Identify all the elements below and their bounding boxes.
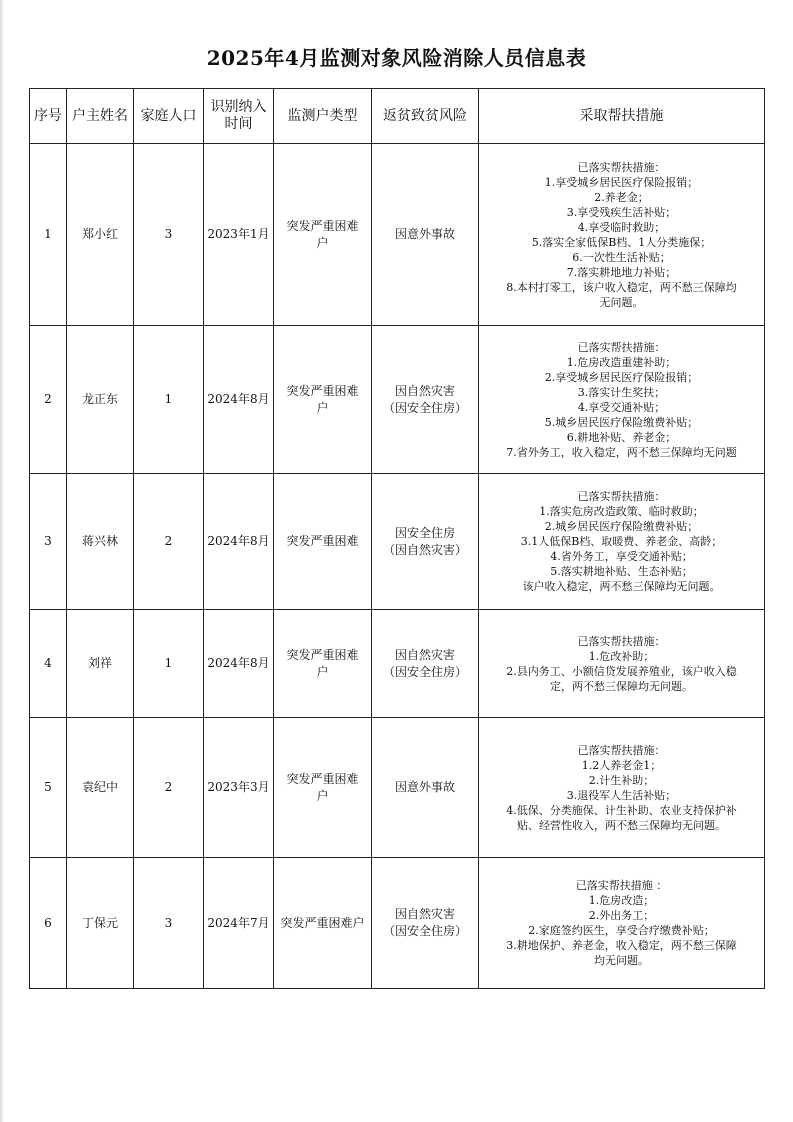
measure-line: 2.外出务工； (588, 909, 655, 922)
cell-type-line: 突发严重困难 (286, 647, 359, 662)
measure-line: 贴、经营性收入，两不愁三保障均无问题。 (517, 818, 726, 832)
measure-line: 2.计生补助； (588, 773, 655, 787)
measure-line: 该户收入稳定，两不愁三保障均无问题。 (522, 580, 721, 593)
cell-family: 2 (134, 718, 204, 858)
cell-risk (372, 610, 479, 718)
table-row (30, 610, 765, 718)
header-name: 户主姓名 (67, 89, 134, 144)
measure-line: 已落实帮扶措施： (577, 490, 666, 503)
cell-risk-line: （因安全住房） (382, 664, 467, 679)
cell-type-line: 户 (316, 400, 329, 415)
cell-type (274, 144, 372, 326)
measure-line: 1.2人养老金1； (581, 758, 662, 772)
cell-measures (479, 610, 765, 718)
header-type: 监测户类型 (274, 89, 372, 144)
cell-date: 2024年8月 (204, 610, 274, 718)
measure-line: 1.危房改造重建补助； (566, 355, 677, 369)
cell-risk-line: 因安全住房 (394, 525, 455, 540)
measure-line: 1.危改补助； (588, 649, 655, 663)
cell-risk (372, 326, 479, 474)
measure-line: 已落实帮扶措施： (577, 160, 666, 174)
cell-type (274, 326, 372, 474)
cell-type-line: 户 (316, 788, 329, 803)
measure-line: 2.家庭签约医生，享受合疗缴费补贴； (528, 924, 715, 937)
measure-line: 4.享受临时救助； (577, 220, 666, 234)
measure-line: 1.享受城乡居民医疗保险报销； (544, 175, 699, 189)
page-title: 2025年4月监测对象风险消除人员信息表 (206, 46, 587, 70)
cell-risk (372, 144, 479, 326)
header-measures: 采取帮扶措施 (479, 89, 765, 144)
cell-risk-line: 因意外事故 (394, 780, 455, 794)
cell-measures (479, 858, 765, 989)
cell-measures (479, 326, 765, 474)
cell-type (274, 610, 372, 718)
measure-line: 3.1人低保B档、取暖费、养老金、高龄； (520, 535, 723, 548)
cell-family: 1 (134, 610, 204, 718)
measure-line: 已落实帮扶措施： (577, 340, 666, 354)
header-date (204, 89, 274, 144)
cell-type (274, 858, 372, 989)
measure-line: 3.退役军人生活补贴； (566, 788, 677, 802)
cell-seq: 1 (30, 144, 67, 326)
measure-line: 定，两不愁三保障均无问题。 (550, 679, 693, 693)
measure-line: 已落实帮扶措施： (577, 634, 666, 648)
cell-risk (372, 858, 479, 989)
cell-type-line: 突发严重困难户 (280, 915, 365, 930)
cell-type-line: 突发严重困难 (286, 218, 359, 233)
measure-line: 7.省外务工，收入稳定，两不愁三保障均无问题 (506, 445, 737, 459)
cell-family: 3 (134, 858, 204, 989)
measure-line: 2.享受城乡居民医疗保险报销； (544, 370, 699, 384)
cell-date: 2024年8月 (204, 474, 274, 610)
table-row (30, 326, 765, 474)
cell-family: 2 (134, 474, 204, 610)
measure-line: 4.享受交通补贴； (577, 400, 666, 414)
cell-seq: 4 (30, 610, 67, 718)
measure-line: 均无问题。 (594, 954, 649, 967)
cell-name: 丁保元 (67, 858, 134, 989)
cell-name: 郑小红 (67, 144, 134, 326)
cell-type-line: 户 (316, 235, 329, 250)
measure-line: 5.落实全家低保B档、1人分类施保； (531, 235, 712, 249)
cell-type-line: 突发严重困难 (286, 383, 359, 398)
cell-name: 蒋兴林 (67, 474, 134, 610)
measure-line: 1.落实危房改造政策、临时救助； (539, 505, 704, 518)
scan-edge-shadow (0, 0, 4, 1122)
cell-risk-line: 因自然灾害 (394, 647, 455, 662)
measure-line: 3.享受残疾生活补贴； (566, 205, 677, 219)
measure-line: 已落实帮扶措施 ： (575, 879, 668, 892)
cell-date: 2024年8月 (204, 326, 274, 474)
cell-risk-line: 因自然灾害 (394, 383, 455, 398)
measure-line: 6.耕地补贴、养老金； (566, 430, 677, 444)
cell-name: 刘祥 (67, 610, 134, 718)
header-family: 家庭人口 (134, 89, 204, 144)
cell-type-line: 户 (316, 664, 329, 679)
measure-line: 1.危房改造； (588, 894, 655, 907)
header-risk: 返贫致贫风险 (372, 89, 479, 144)
table-row (30, 474, 765, 610)
info-table (29, 88, 765, 989)
measure-line: 2.养老金； (594, 190, 649, 204)
cell-type-line: 突发严重困难 (286, 534, 359, 548)
cell-measures (479, 144, 765, 326)
cell-risk-line: （因安全住房） (382, 400, 467, 415)
measure-line: 6.一次性生活补贴； (572, 250, 671, 264)
measure-line: 3.落实计生奖扶； (577, 385, 666, 399)
measure-line: 2.县内务工、小额信贷发展养殖业，该户收入稳 (506, 664, 737, 678)
measure-line: 3.耕地保护、养老金，收入稳定，两不愁三保障 (506, 939, 737, 952)
cell-type (274, 474, 372, 610)
cell-measures (479, 718, 765, 858)
measure-line: 2.城乡居民医疗保险缴费补贴； (544, 520, 699, 533)
cell-family: 1 (134, 326, 204, 474)
table-header-row (30, 89, 765, 144)
header-date-line2: 时间 (224, 116, 253, 132)
cell-name: 袁纪中 (67, 718, 134, 858)
measure-line: 5.落实耕地补贴、生态补贴； (550, 565, 693, 578)
cell-risk (372, 474, 479, 610)
cell-risk-line: 因意外事故 (394, 227, 455, 241)
cell-type (274, 718, 372, 858)
cell-risk (372, 718, 479, 858)
cell-family: 3 (134, 144, 204, 326)
cell-name: 龙正东 (67, 326, 134, 474)
header-seq: 序号 (30, 89, 67, 144)
measure-line: 5.城乡居民医疗保险缴费补贴； (544, 415, 699, 429)
cell-seq: 6 (30, 858, 67, 989)
cell-date: 2023年3月 (204, 718, 274, 858)
cell-measures (479, 474, 765, 610)
cell-date: 2023年1月 (204, 144, 274, 326)
cell-seq: 5 (30, 718, 67, 858)
measure-line: 7.落实耕地地力补贴； (566, 265, 677, 279)
cell-risk-line: （因安全住房） (382, 924, 467, 938)
measure-line: 无问题。 (599, 295, 644, 309)
cell-seq: 2 (30, 326, 67, 474)
measure-line: 8.本村打零工，该户收入稳定，两不愁三保障均 (506, 280, 737, 294)
cell-risk-line: （因自然灾害） (382, 542, 467, 557)
cell-risk-line: 因自然灾害 (394, 907, 455, 921)
cell-seq: 3 (30, 474, 67, 610)
table-row (30, 718, 765, 858)
measure-line: 4.省外务工，享受交通补贴； (550, 550, 693, 563)
cell-date: 2024年7月 (204, 858, 274, 989)
measure-line: 4.低保、分类施保、计生补助、农业支持保护补 (506, 803, 737, 817)
cell-type-line: 突发严重困难 (286, 771, 359, 786)
header-date-line1: 识别纳入 (210, 99, 267, 115)
measure-line: 已落实帮扶措施： (577, 743, 666, 757)
table-row (30, 144, 765, 326)
table-row (30, 858, 765, 989)
